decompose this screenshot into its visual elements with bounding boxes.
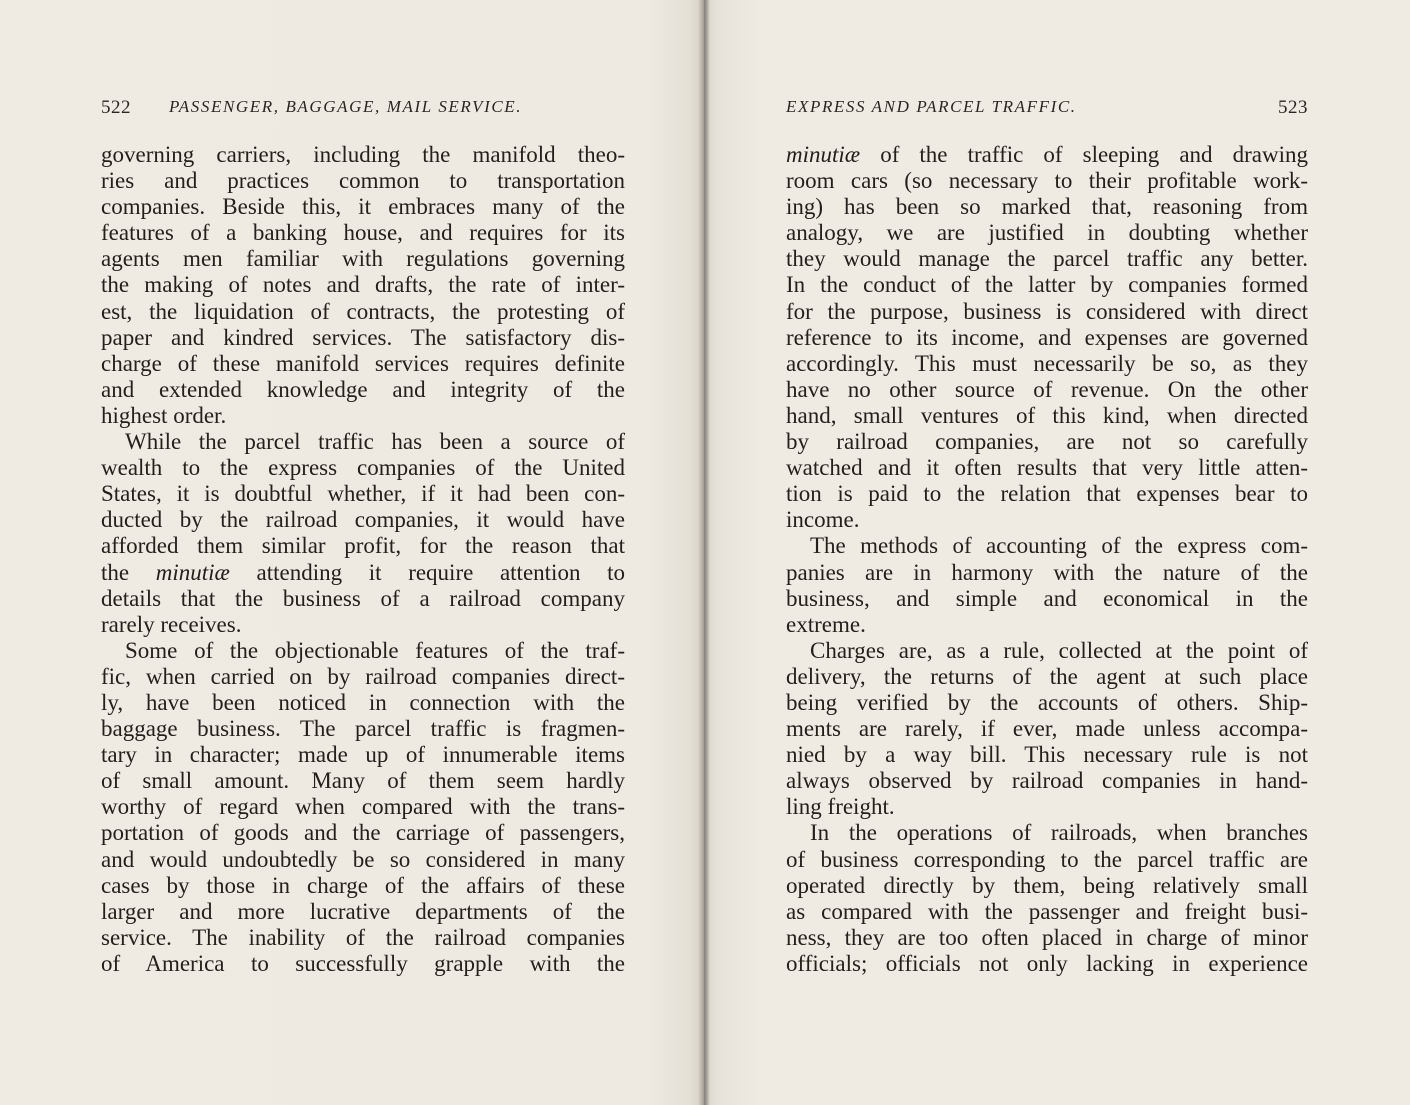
text-line: ducted by the railroad companies, it would have bbox=[101, 507, 625, 533]
text-line: being verified by the accounts of others. Ship- bbox=[786, 689, 1308, 715]
text-line: fic, when carried on by railroad companies direct- bbox=[101, 663, 625, 689]
left-page-header bbox=[101, 97, 625, 127]
text-line: operated directly by them, being relatively small bbox=[786, 872, 1308, 898]
text-line: In the conduct of the latter by companies formed bbox=[786, 272, 1308, 298]
text-line: the making of notes and drafts, the rate of inter- bbox=[101, 272, 625, 298]
text-line: officials; officials not only lacking in experience bbox=[786, 950, 1308, 976]
text-segment: of the traffic of sleeping and drawing bbox=[860, 142, 1308, 167]
text-line: delivery, the returns of the agent at such place bbox=[786, 663, 1308, 689]
text-line: panies are in harmony with the nature of the bbox=[786, 559, 1308, 585]
text-segment: attending it require attention to bbox=[229, 559, 625, 585]
text-line: charge of these manifold services requires definite bbox=[101, 350, 625, 376]
text-line: they would manage the parcel traffic any better. bbox=[786, 246, 1308, 272]
text-line: ing) has been so marked that, reasoning from bbox=[786, 194, 1308, 220]
text-line: highest order. bbox=[101, 402, 227, 428]
text-line: extreme. bbox=[786, 611, 866, 637]
text-line: accordingly. This must necessarily be so, as they bbox=[786, 350, 1308, 376]
right-page-number: 523 bbox=[1278, 97, 1308, 118]
text-line: service. The inability of the railroad companies bbox=[101, 924, 625, 950]
text-line: tary in character; made up of innumerable items bbox=[101, 742, 625, 768]
text-line: reference to its income, and expenses are governed bbox=[786, 324, 1308, 350]
text-line bbox=[786, 142, 1308, 168]
text-line: ly, have been noticed in connection with the bbox=[101, 689, 625, 715]
text-line: tion is paid to the relation that expenses bear to bbox=[786, 481, 1308, 507]
text-line: of America to successfully grapple with the bbox=[101, 950, 625, 976]
text-line: features of a banking house, and requires for its bbox=[101, 220, 625, 246]
text-line: Charges are, as a rule, collected at the point of bbox=[810, 637, 1308, 663]
text-line: as compared with the passenger and freight busi- bbox=[786, 898, 1308, 924]
text-line: The methods of accounting of the express com- bbox=[810, 533, 1308, 559]
text-line: nied by a way bill. This necessary rule is not bbox=[786, 742, 1308, 768]
text-line: and extended knowledge and integrity of the bbox=[101, 376, 625, 402]
text-line: have no other source of revenue. On the other bbox=[786, 376, 1308, 402]
right-running-head: EXPRESS AND PARCEL TRAFFIC. bbox=[786, 97, 1077, 116]
text-line: While the parcel traffic has been a source of bbox=[125, 429, 625, 455]
text-line: agents men familiar with regulations governing bbox=[101, 246, 625, 272]
text-line: by railroad companies, are not so carefully bbox=[786, 429, 1308, 455]
text-line: governing carriers, including the manifold theo- bbox=[101, 142, 625, 167]
text-line: larger and more lucrative departments of the bbox=[101, 898, 625, 924]
text-line: rarely receives. bbox=[101, 611, 242, 637]
text-segment: the bbox=[101, 559, 156, 585]
left-page-number: 522 bbox=[101, 97, 131, 118]
text-line: always observed by railroad companies in hand- bbox=[786, 768, 1308, 794]
text-line: of small amount. Many of them seem hardly bbox=[101, 768, 625, 794]
text-line: wealth to the express companies of the United bbox=[101, 455, 625, 481]
text-line: Some of the objectionable features of the traf- bbox=[125, 637, 625, 663]
text-line: cases by those in charge of the affairs of these bbox=[101, 872, 625, 898]
text-line: portation of goods and the carriage of passengers, bbox=[101, 820, 625, 846]
left-page-text bbox=[101, 142, 625, 977]
italic-term: minutiæ bbox=[786, 142, 861, 167]
text-line: analogy, we are justified in doubting whether bbox=[786, 220, 1308, 246]
text-line: hand, small ventures of this kind, when directed bbox=[786, 402, 1308, 428]
text-line bbox=[101, 560, 625, 586]
text-line: ments are rarely, if ever, made unless accompa- bbox=[786, 716, 1308, 742]
text-line: income. bbox=[786, 507, 860, 533]
left-page bbox=[0, 0, 703, 1105]
left-running-head: PASSENGER, BAGGAGE, MAIL SERVICE. bbox=[169, 97, 523, 116]
right-page-text bbox=[786, 142, 1308, 977]
text-line: ling freight. bbox=[786, 794, 895, 820]
text-line: for the purpose, business is considered with direct bbox=[786, 298, 1308, 324]
text-line: and would undoubtedly be so considered in many bbox=[101, 846, 625, 872]
right-page bbox=[703, 0, 1410, 1105]
text-line: In the operations of railroads, when branches bbox=[810, 820, 1308, 846]
italic-term: minutiæ bbox=[155, 559, 230, 585]
text-line: watched and it often results that very little atten- bbox=[786, 455, 1308, 481]
right-page-header bbox=[786, 97, 1308, 127]
text-line: companies. Beside this, it embraces many of the bbox=[101, 194, 625, 220]
text-line: business, and simple and economical in the bbox=[786, 585, 1308, 611]
text-line: details that the business of a railroad company bbox=[101, 585, 625, 611]
text-line: ness, they are too often placed in charge of minor bbox=[786, 924, 1308, 950]
book-gutter bbox=[698, 0, 710, 1105]
text-line: afforded them similar profit, for the reason that bbox=[101, 533, 625, 559]
text-line: baggage business. The parcel traffic is fragmen- bbox=[101, 716, 625, 742]
text-line: of business corresponding to the parcel traffic are bbox=[786, 846, 1308, 872]
text-line: room cars (so necessary to their profitable work- bbox=[786, 168, 1308, 194]
text-line: States, it is doubtful whether, if it had been con- bbox=[101, 481, 625, 507]
text-line: est, the liquidation of contracts, the protesting of bbox=[101, 298, 625, 324]
text-line: paper and kindred services. The satisfactory dis- bbox=[101, 324, 625, 350]
text-line: ries and practices common to transportation bbox=[101, 168, 625, 194]
text-line: worthy of regard when compared with the trans- bbox=[101, 794, 625, 820]
